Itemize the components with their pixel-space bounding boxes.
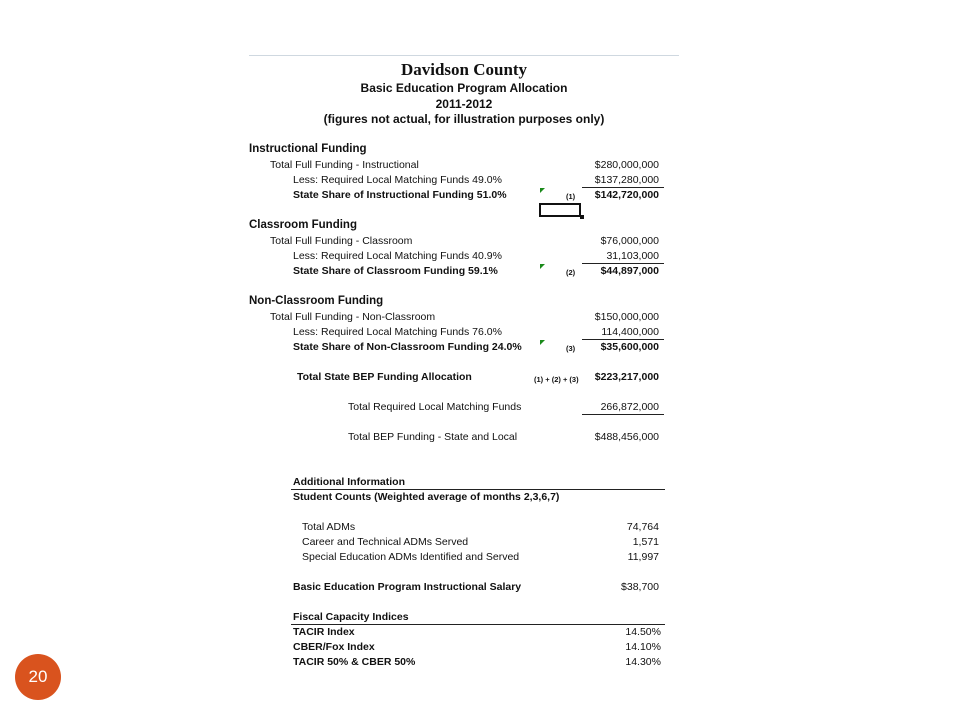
doc-title: Davidson County	[400, 60, 528, 79]
spreadsheet-document	[249, 55, 679, 676]
comment-indicator-icon[interactable]	[540, 264, 545, 269]
fiscal-rule	[291, 624, 665, 625]
student-row-value: 11,997	[627, 551, 659, 563]
classroom-less-label: Less: Required Local Matching Funds 40.9%	[293, 250, 502, 262]
additional-heading: Additional Information	[293, 476, 405, 488]
salary-label: Basic Education Program Instructional Salary	[293, 581, 522, 593]
nonclassroom-state-label: State Share of Non-Classroom Funding 24.0%	[293, 341, 522, 353]
nonclassroom-ref: (3)	[566, 344, 576, 353]
fiscal-heading: Fiscal Capacity Indices	[293, 611, 409, 623]
fiscal-row-value: 14.50%	[625, 626, 661, 638]
cell-selection-box[interactable]	[539, 203, 581, 217]
nonclassroom-less-label: Less: Required Local Matching Funds 76.0%	[293, 326, 502, 338]
total-state-ref: (1) + (2) + (3)	[534, 375, 579, 384]
instructional-less-value: $137,280,000	[594, 174, 659, 186]
student-row-value: 74,764	[626, 521, 659, 533]
classroom-total-value: $76,000,000	[600, 235, 659, 247]
total-all-value: $488,456,000	[594, 431, 659, 443]
salary-value: $38,700	[621, 581, 659, 593]
student-counts-heading: Student Counts (Weighted average of months 2,3,6,7)	[293, 491, 560, 503]
nonclassroom-total-value: $150,000,000	[594, 311, 659, 323]
classroom-underline	[582, 263, 664, 264]
student-row-label: Special Education ADMs Identified and Served	[302, 551, 520, 563]
instructional-underline	[582, 187, 664, 188]
total-local-underline	[582, 414, 664, 415]
instructional-less-label: Less: Required Local Matching Funds 49.0%	[293, 174, 502, 186]
instructional-heading: Instructional Funding	[249, 143, 367, 155]
instructional-state-label: State Share of Instructional Funding 51.0%	[293, 189, 507, 201]
fill-handle[interactable]	[580, 215, 584, 219]
classroom-less-value: 31,103,000	[606, 250, 659, 262]
classroom-total-label: Total Full Funding - Classroom	[270, 235, 413, 247]
fiscal-row-value: 14.10%	[625, 641, 661, 653]
instructional-total-label: Total Full Funding - Instructional	[270, 159, 419, 171]
student-row-label: Career and Technical ADMs Served	[302, 536, 469, 548]
instructional-total-value: $280,000,000	[594, 159, 659, 171]
total-local-value: 266,872,000	[600, 401, 659, 413]
nonclassroom-heading: Non-Classroom Funding	[249, 295, 384, 307]
nonclassroom-underline	[582, 339, 664, 340]
total-state-value: $223,217,000	[594, 371, 659, 383]
fiscal-row-label: TACIR 50% & CBER 50%	[293, 656, 416, 668]
doc-subtitle: Basic Education Program Allocation	[360, 81, 568, 95]
fiscal-row-label: TACIR Index	[293, 626, 355, 638]
classroom-state-value: $44,897,000	[600, 265, 659, 277]
classroom-heading: Classroom Funding	[249, 219, 357, 231]
doc-note: (figures not actual, for illustration purposes only)	[323, 112, 605, 126]
fiscal-row-value: 14.30%	[625, 656, 661, 668]
comment-indicator-icon[interactable]	[540, 188, 545, 193]
instructional-state-value: $142,720,000	[594, 189, 659, 201]
classroom-state-label: State Share of Classroom Funding 59.1%	[293, 265, 498, 277]
nonclassroom-total-label: Total Full Funding - Non-Classroom	[270, 311, 436, 323]
slide-number-badge: 20	[15, 654, 61, 700]
doc-year: 2011-2012	[435, 97, 493, 111]
additional-rule	[291, 489, 665, 490]
comment-indicator-icon[interactable]	[540, 340, 545, 345]
nonclassroom-state-value: $35,600,000	[600, 341, 659, 353]
instructional-ref: (1)	[566, 192, 576, 201]
nonclassroom-less-value: 114,400,000	[601, 326, 659, 338]
student-row-label: Total ADMs	[302, 521, 356, 533]
classroom-ref: (2)	[566, 268, 576, 277]
total-state-label: Total State BEP Funding Allocation	[297, 371, 472, 383]
student-row-value: 1,571	[632, 536, 659, 548]
total-all-label: Total BEP Funding - State and Local	[348, 431, 518, 443]
fiscal-row-label: CBER/Fox Index	[293, 641, 375, 653]
total-local-label: Total Required Local Matching Funds	[348, 401, 522, 413]
